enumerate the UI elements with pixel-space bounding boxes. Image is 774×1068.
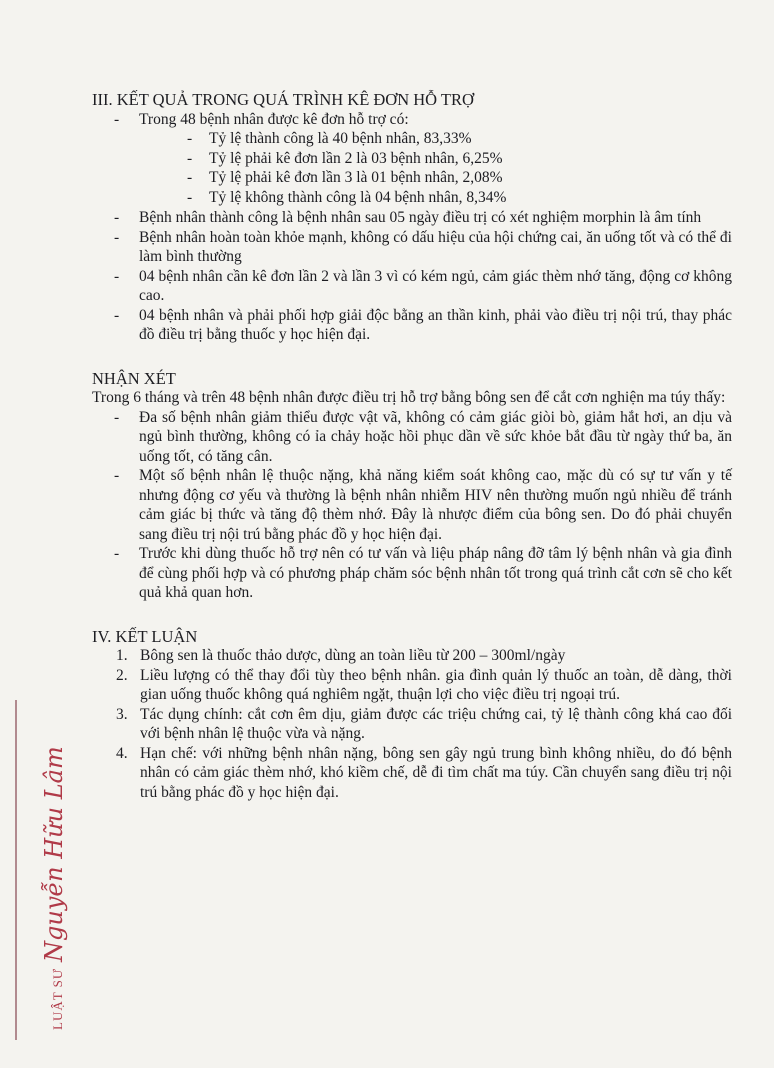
remark-item: - Trước khi dùng thuốc hỗ trợ nên có tư vấn và liệu pháp nâng đỡ tâm lý bệnh nhân và gia đình để cùng phối hợp và có phương pháp chăm sóc bệnh nhân tốt trong quá trình cắt cơn sẽ cho kết quả khả quan hơn.: [114, 545, 732, 601]
conclusion-item: 4. Hạn chế: với những bệnh nhân nặng, bông sen gây ngủ trung bình không nhiều, do đó bệnh nhân có cảm giác thèm nhớ, khó kiềm chế, dễ đi tìm chất ma túy. Cần chuyển sang điều trị nội trú bằng phác đồ y học hiện đại.: [116, 744, 732, 801]
document-body: [92, 90, 732, 802]
section3-title: III. KẾT QUẢ TRONG QUÁ TRÌNH KÊ ĐƠN HỖ TRỢ: [92, 90, 474, 109]
lawyer-stamp: [40, 746, 68, 1030]
lawyer-signature: Nguyễn Hữu Lâm: [40, 746, 68, 962]
rate-item: - Tỷ lệ thành công là 40 bệnh nhân, 83,33%: [187, 130, 472, 147]
rate-item: - Tỷ lệ không thành công là 04 bệnh nhân, 8,34%: [187, 188, 507, 206]
margin-line: [15, 700, 17, 1040]
section3-intro: - Trong 48 bệnh nhân được kê đơn hỗ trợ có:: [114, 110, 409, 128]
section4-title: IV. KẾT LUẬN: [92, 626, 198, 646]
remarks-title: NHẬN XÉT: [92, 368, 176, 388]
section3-item: - Bệnh nhân thành công là bệnh nhân sau 05 ngày điều trị có xét nghiệm morphin là âm tính: [114, 209, 702, 226]
section3-item: - 04 bệnh nhân và phải phối hợp giải độc bằng an thần kinh, phải vào điều trị nội trú, thay phác đồ điều trị bằng thuốc y học hiện đại.: [114, 306, 732, 343]
rate-item: - Tỷ lệ phải kê đơn lần 3 là 01 bệnh nhân, 2,08%: [187, 169, 503, 186]
conclusion-item: 1. Bông sen là thuốc thảo dược, dùng an toàn liều từ 200 – 300ml/ngày: [116, 647, 566, 664]
remarks-intro: Trong 6 tháng và trên 48 bệnh nhân được điều trị hỗ trợ bằng bông sen để cắt cơn nghiện ma túy thấy:: [92, 389, 726, 406]
rate-item: - Tỷ lệ phải kê đơn lần 2 là 03 bệnh nhân, 6,25%: [187, 149, 503, 167]
remark-item: - Một số bệnh nhân lệ thuộc nặng, khả năng kiểm soát không cao, mặc dù có sự tư vấn y tế nhưng động cơ yếu và thường là bệnh nhân nhiễm HIV nên thường muốn ngủ nhiều để tránh cảm giác bị thức và tăng độ thèm nhớ. Đây là nhược điểm của bông sen. Do đó phải chuyển sang điều trị nội trú bằng phác đồ y học hiện đại.: [114, 467, 732, 543]
section3-item: - Bệnh nhân hoàn toàn khỏe mạnh, không có dấu hiệu của hội chứng cai, ăn uống tốt và có thể đi làm bình thường: [114, 228, 732, 265]
remark-item: - Đa số bệnh nhân giảm thiểu được vật vã, không có cảm giác giòi bò, giảm hắt hơi, an dịu và ngủ bình thường, không có ỉa chảy hoặc hồi phục dần về sức khỏe bắt đầu từ ngày thứ ba, ăn uống tốt, có tăng cân.: [114, 408, 732, 465]
conclusion-item: 3. Tác dụng chính: cắt cơn êm dịu, giảm được các triệu chứng cai, tỷ lệ thành công khá cao đối với bệnh nhân lệ thuộc vừa và nặng.: [116, 705, 732, 742]
conclusion-item: 2. Liều lượng có thể thay đổi tùy theo bệnh nhân. gia đình quản lý thuốc an toàn, dễ dàng, thời gian uống thuốc không quá nghiêm ngặt, thuận lợi cho việc điều trị ngoại trú.: [116, 666, 732, 703]
section3-item: - 04 bệnh nhân cần kê đơn lần 2 và lần 3 vì có kém ngủ, cảm giác thèm nhớ tăng, động cơ không cao.: [114, 267, 732, 304]
lawyer-label: LUẬT SƯ: [50, 968, 65, 1030]
